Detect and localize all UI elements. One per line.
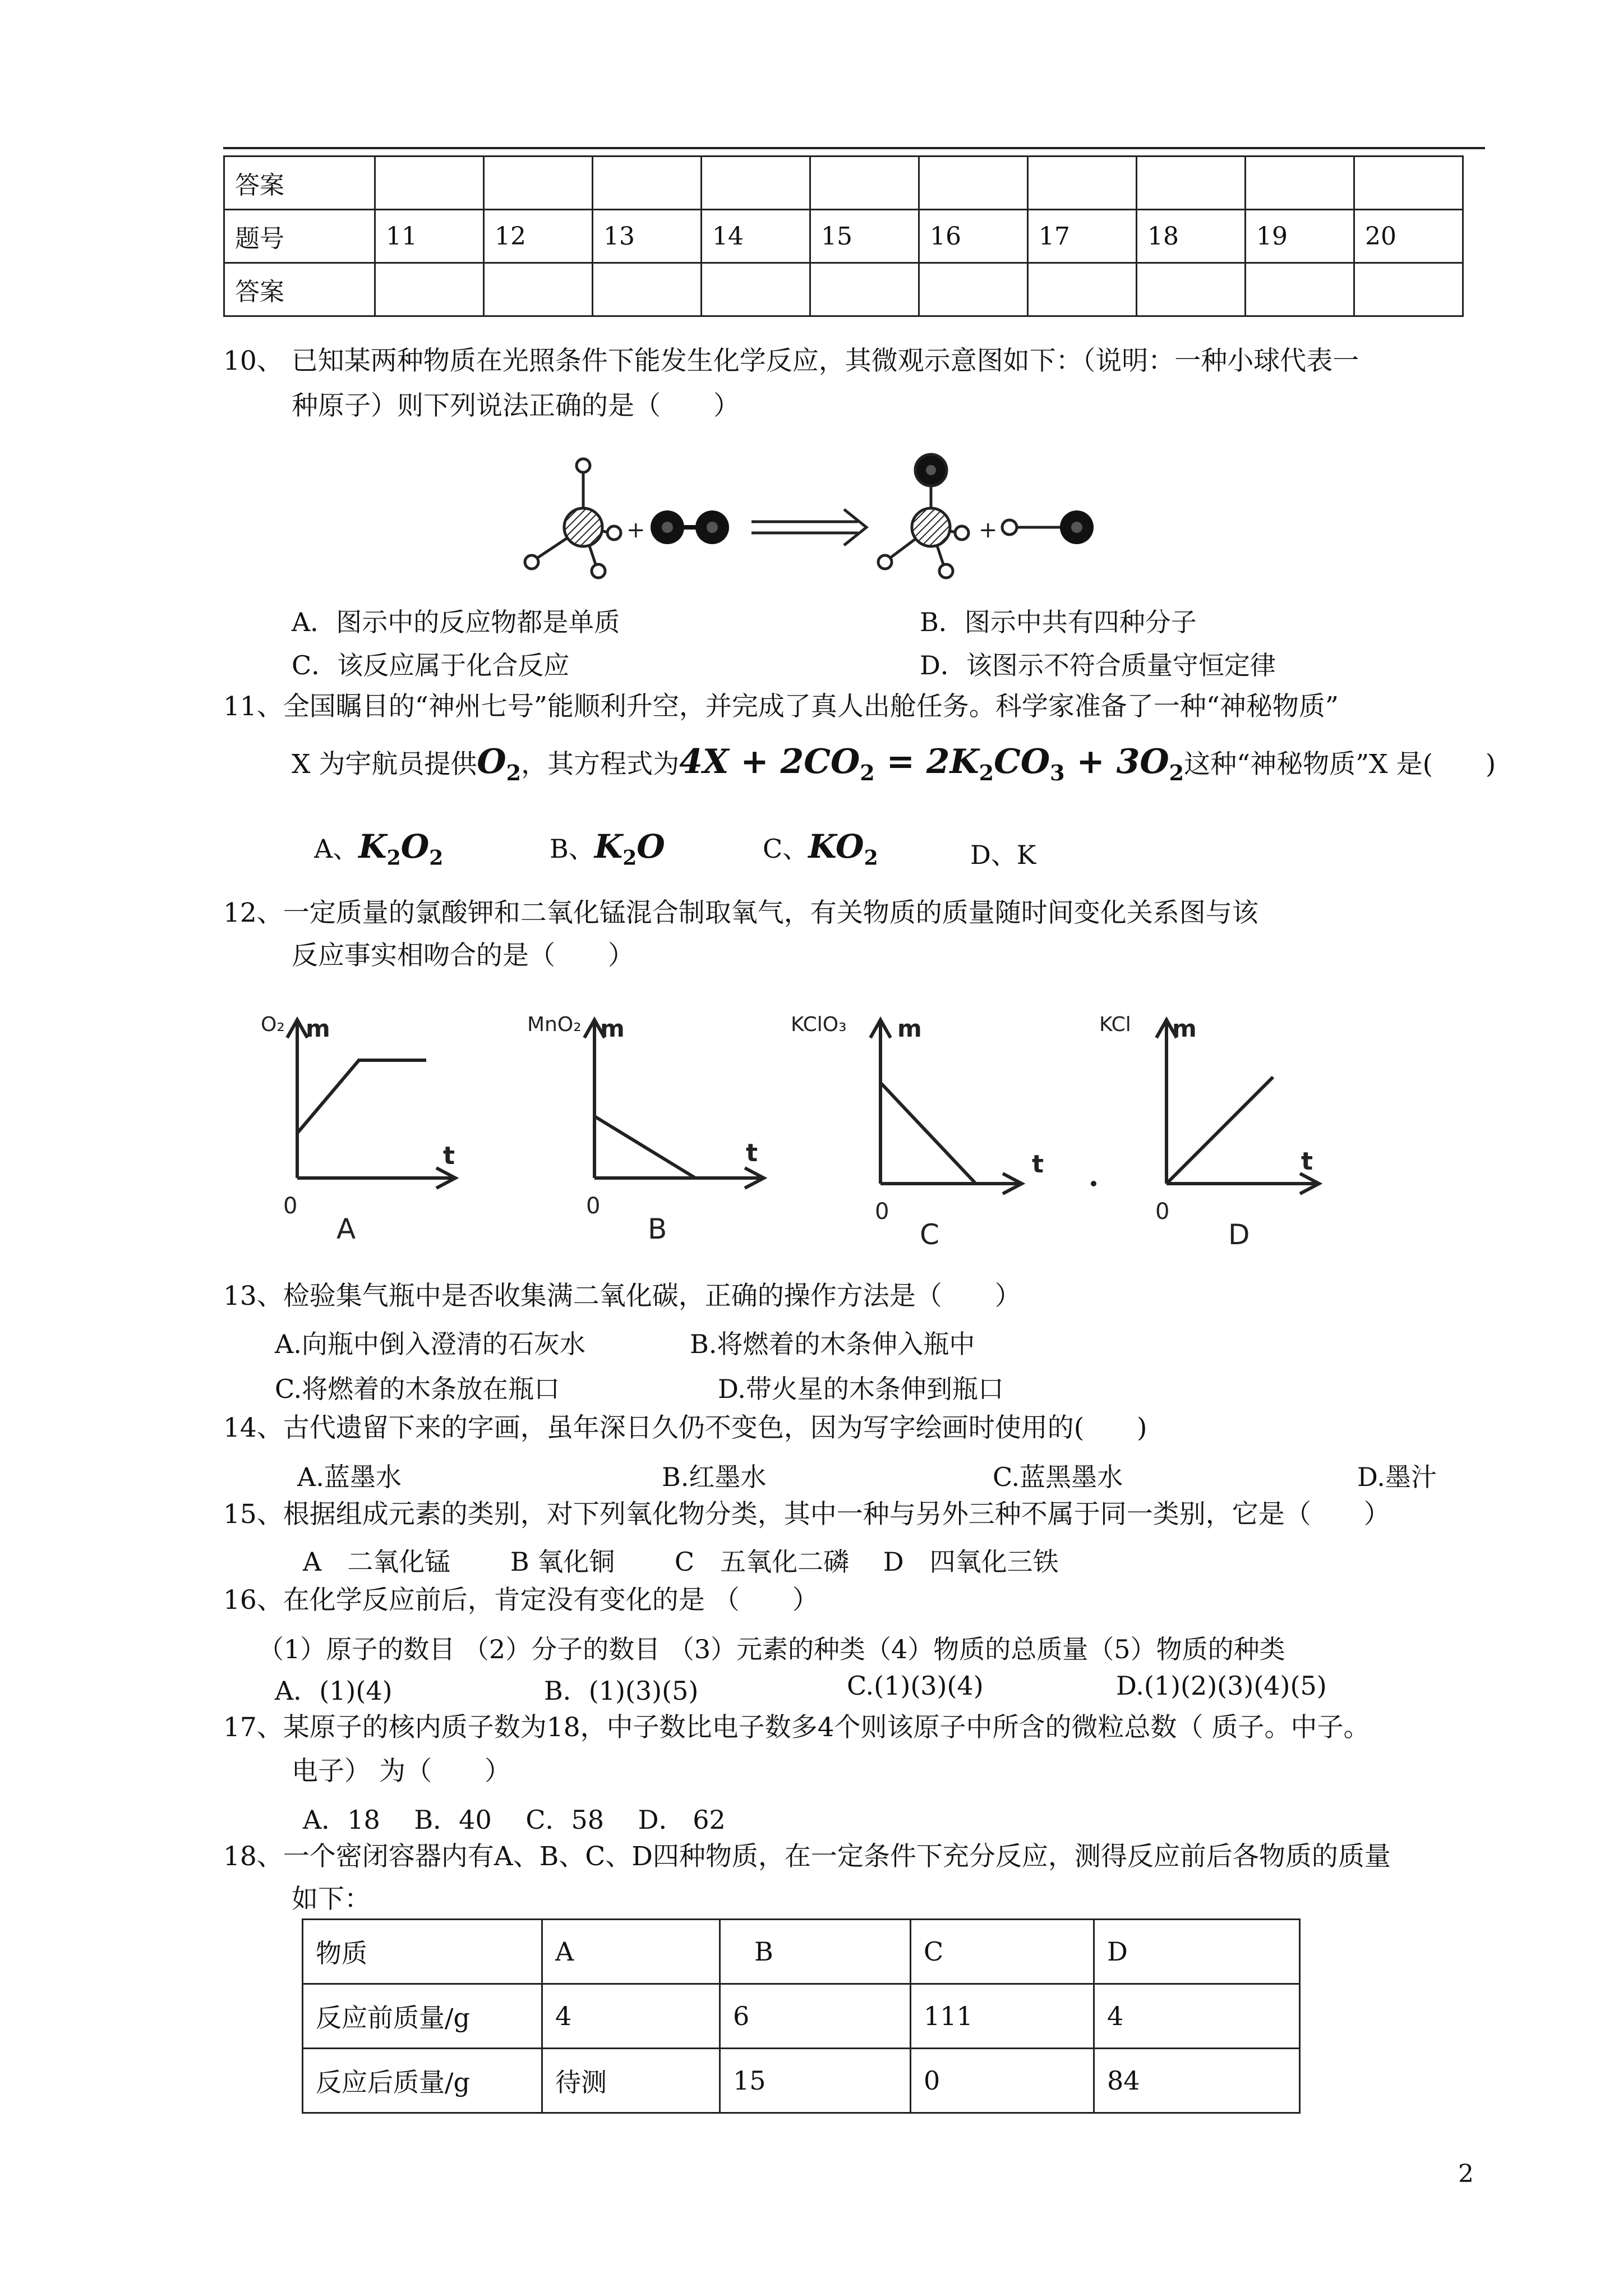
q14-option-a: A.蓝墨水 [297, 1462, 402, 1492]
svg-text:D: D [1228, 1218, 1250, 1251]
table-row: 物质 A B C D [303, 1920, 1300, 1984]
mass-table [302, 1918, 1301, 2114]
header-rule [223, 147, 1485, 149]
q11-option-b: B、$K_2O$ [550, 827, 665, 870]
methane-molecule [525, 459, 621, 578]
q13-stem: 13、检验集气瓶中是否收集满二氧化碳，正确的操作方法是（ ） [223, 1281, 1021, 1312]
question-number: 16 [919, 210, 1028, 263]
q11-option-a: A、$K_2O_2$ [314, 827, 444, 870]
svg-text:0: 0 [586, 1193, 601, 1219]
table-row: 反应前质量/g 4 6 111 4 [303, 1984, 1300, 2049]
table-row [224, 263, 1463, 316]
hcl-molecule [1002, 510, 1094, 544]
q17-options: A．18 B．40 C．58 D． 62 [303, 1805, 726, 1835]
question-number: 13 [593, 210, 702, 263]
graph-d-curve [1166, 1077, 1273, 1184]
graph-c [791, 1013, 1096, 1251]
graph-a [261, 1013, 455, 1245]
question-number: 15 [810, 210, 919, 263]
graph-c-ylabel: KClO₃ [791, 1013, 847, 1036]
q10-option-c: C．该反应属于化合反应 [292, 650, 570, 680]
o2-formula: $O_2$ [477, 742, 522, 785]
q13-option-d: D.带火星的木条伸到瓶口 [718, 1374, 1004, 1404]
graph-c-curve [880, 1083, 976, 1184]
svg-text:t: t [443, 1142, 455, 1170]
q13-option-a: A.向瓶中倒入澄清的石灰水 [275, 1329, 585, 1359]
q13-option-c: C.将燃着的木条放在瓶口 [275, 1374, 560, 1404]
svg-text:t: t [1301, 1147, 1313, 1176]
q13-option-b: B.将燃着的木条伸入瓶中 [690, 1329, 975, 1359]
svg-text:0: 0 [875, 1199, 889, 1225]
answer-table [223, 155, 1464, 317]
q17-stem-line1: 17、某原子的核内质子数为18，中子数比电子数多4个则该原子中所含的微粒总数（ 质子。中子。 [223, 1712, 1370, 1743]
reaction-arrow [751, 509, 866, 545]
q16-option-c: C.(1)(3)(4) [847, 1671, 984, 1701]
table-row [224, 210, 1463, 263]
q12-stem-line2: 反应事实相吻合的是（ ） [292, 940, 634, 971]
question-number: 17 [1028, 210, 1137, 263]
q18-stem-line2: 如下： [292, 1884, 371, 1915]
graph-a-ylabel: O₂ [261, 1013, 285, 1036]
question-number: 11 [375, 210, 484, 263]
svg-text:B: B [648, 1213, 667, 1245]
q14-option-d: D.墨汁 [1357, 1462, 1437, 1492]
q12-graphs [236, 999, 1368, 1257]
q16-conditions: （1）原子的数目 （2）分子的数目 （3）元素的种类（4）物质的总质量（5）物质的种类 [258, 1634, 1285, 1664]
svg-text:0: 0 [283, 1193, 298, 1219]
svg-text:0: 0 [1155, 1199, 1170, 1225]
svg-text:+: + [626, 517, 645, 543]
q10-stem-line2: 种原子）则下列说法正确的是（ ） [292, 390, 740, 421]
page-number: 2 [1458, 2160, 1474, 2188]
question-number: 12 [484, 210, 593, 263]
graph-b-ylabel: MnO₂ [527, 1013, 582, 1036]
q11-stem-line2: X 为宇航员提供$O_2$，其方程式为$4X + 2CO_2 = 2K_2CO_3 + 3O_2$这种“神秘物质”X 是( ) [292, 742, 1496, 785]
answer-label: 答案 [224, 263, 375, 316]
q11-option-c: C、$KO_2$ [763, 827, 878, 870]
q14-option-b: B.红墨水 [662, 1462, 767, 1492]
q10-stem-line1: 10、 已知某两种物质在光照条件下能发生化学反应，其微观示意图如下：（说明：一种小球代表一 [223, 346, 1359, 376]
q10-option-a: A．图示中的反应物都是单质 [292, 607, 620, 637]
q18-stem-line1: 18、一个密闭容器内有A、B、C、D四种物质，在一定条件下充分反应，测得反应前后各物质的质量 [223, 1841, 1391, 1872]
answer-label: 答案 [224, 157, 375, 210]
q16-option-d: D.(1)(2)(3)(4)(5) [1116, 1671, 1327, 1701]
svg-text:+: + [979, 517, 998, 543]
q16-stem: 16、在化学反应前后，肯定没有变化的是 （ ） [223, 1585, 819, 1616]
table-row: 反应后质量/g 待测 15 0 84 [303, 2049, 1300, 2113]
chlorine-molecule [651, 510, 729, 544]
q16-option-b: B．(1)(3)(5) [544, 1676, 699, 1706]
graph-a-m: m [306, 1015, 330, 1042]
question-number: 20 [1354, 210, 1463, 263]
question-number: 19 [1246, 210, 1354, 263]
q12-stem-line1: 12、一定质量的氯酸钾和二氧化锰混合制取氧气，有关物质的质量随时间变化关系图与该 [223, 898, 1258, 928]
question-number: 18 [1137, 210, 1246, 263]
svg-text:C: C [920, 1218, 939, 1251]
q10-option-b: B．图示中共有四种分子 [920, 607, 1197, 637]
molecule-reaction-diagram [516, 443, 1127, 589]
q10-option-d: D．该图示不符合质量守恒定律 [920, 650, 1276, 680]
chloromethane-molecule [878, 454, 969, 578]
graph-b [527, 1013, 764, 1245]
svg-text:m: m [1172, 1015, 1197, 1042]
q11-option-d: D、K [970, 840, 1036, 870]
q14-option-c: C.蓝黑墨水 [993, 1462, 1123, 1492]
graph-a-curve [297, 1060, 426, 1133]
graph-d-ylabel: KCl [1099, 1013, 1131, 1036]
q15-stem: 15、根据组成元素的类别，对下列氧化物分类，其中一种与另外三种不属于同一类别，它是（ ） [223, 1499, 1390, 1530]
graph-a-letter: A [336, 1213, 356, 1245]
reaction-equation: $4X + 2CO_2 = 2K_2CO_3 + 3O_2$ [679, 742, 1184, 785]
q16-option-a: A．(1)(4) [275, 1676, 393, 1706]
svg-text:t: t [746, 1139, 758, 1167]
q11-stem-line1: 11、全国瞩目的“神州七号”能顺利升空，并完成了真人出舱任务。科学家准备了一种“神秘物质” [223, 691, 1339, 722]
table-row [224, 157, 1463, 210]
q14-stem: 14、古代遗留下来的字画，虽年深日久仍不变色，因为写字绘画时使用的( ) [223, 1412, 1147, 1443]
svg-text:m: m [897, 1015, 922, 1042]
question-number-label: 题号 [224, 210, 375, 263]
graph-b-curve [594, 1116, 695, 1178]
graph-d [1099, 1013, 1319, 1251]
q17-stem-line2: 电子） 为（ ） [292, 1756, 511, 1787]
q15-options: A 二氧化锰 B 氧化铜 C 五氧化二磷 D 四氧化三铁 [303, 1547, 1059, 1577]
svg-text:m: m [600, 1015, 625, 1042]
svg-text:t: t [1032, 1150, 1044, 1179]
question-number: 14 [702, 210, 810, 263]
